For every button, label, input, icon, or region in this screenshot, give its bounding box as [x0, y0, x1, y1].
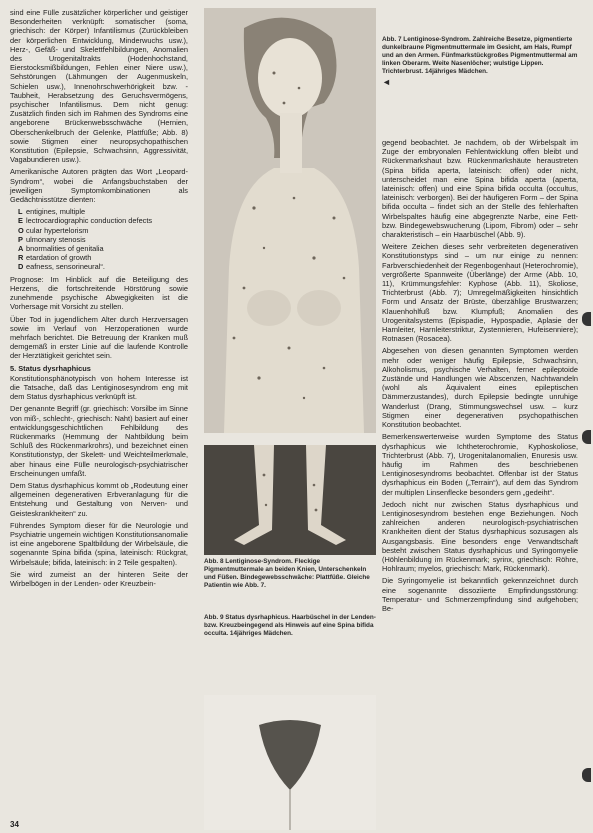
acronym-text: lectrocardiographic conduction defects	[26, 216, 153, 226]
acronym-item	[18, 226, 188, 235]
photo-lumbar-hair	[204, 695, 376, 830]
acronym-item	[18, 253, 188, 262]
page-edge-tab	[582, 768, 591, 782]
paragraph: Über Tod in jugendlichem Alter durch Herzversagen sowie im Verlauf von Herzoperationen wurde mehrfach berichtet. Die Betreuung der Kranken muß demgemäß in erster Linie auf die laufende Kontrolle der Herztätigkeit gerichtet sein.	[10, 314, 188, 361]
figure-caption-8: Abb. 8 Lentiginose-Syndrom. Fleckige Pigmentmuttermale an beiden Knien, Unterschenkeln und Füßen. Bindegewebsschwäche: Plattfüße. Gleiche Patientin wie Abb. 7.	[204, 558, 370, 589]
portrait-illustration	[204, 8, 376, 433]
figure-caption-9: Abb. 9 Status dysrhaphicus. Haarbüschel in der Lenden- bzw. Kreuzbeingegend als Hinweis auf eine Spina bifida occulta. 14jähriges Mädchen.	[204, 614, 376, 637]
acronym-letter: O	[18, 225, 24, 235]
text-column-left	[10, 8, 188, 591]
acronym-letter: A	[18, 244, 24, 254]
arrow-left-icon: ◄	[382, 77, 391, 87]
paragraph: Sie wird zumeist an der hinteren Seite der Wirbelbögen in der Lenden- oder Kreuzbein-	[10, 569, 188, 588]
acronym-item	[18, 235, 188, 244]
figure-caption-7	[382, 36, 578, 86]
acronym-text: cular hypertelorism	[26, 225, 89, 235]
acronym-letter: D	[18, 262, 24, 272]
acronym-letter: R	[18, 253, 24, 263]
acronym-text: bnormalities of genitalia	[26, 244, 104, 254]
acronym-text: ulmonary stenosis	[26, 234, 86, 244]
acronym-letter: P	[18, 234, 23, 244]
acronym-item	[18, 262, 188, 271]
acronym-text: eafness, sensorineural“.	[26, 262, 105, 272]
photo-girl-portrait	[204, 8, 376, 433]
paragraph: Prognose: Im Hinblick auf die Beteiligung des Herzens, die fortschreitende Hörstörung sowie zunehmende psychische Abwegigkeiten ist die Vorhersage mit Vorsicht zu stellen.	[10, 274, 188, 312]
lumbar-illustration	[204, 695, 376, 830]
page-edge-tab	[582, 312, 591, 326]
paragraph: Die Syringomyelie ist bekanntlich gekennzeichnet durch eine sogenannte dissoziierte Empfindungsstörung: Temperatur- und Schmerzempfindung sind aufgehoben; Be-	[382, 576, 578, 613]
acronym-item	[18, 207, 188, 216]
paragraph: Jedoch nicht nur zwischen Status dysrhaphicus und Lentiginosesyndrom bestehen enge Beziehungen. Noch zahlreichen anderen neurologisch-psychiatrischen Krankheiten dient der Status dysrhaphicus sozusagen als Ausgangsbasis. Eine besonders enge Verwandtschaft besteht zwischen Status dysrhaphicus und Syringomyelie (Höhlenbildung im Rückenmark; syrinx, griechisch: Röhre, Hohlraum; myelos, griechisch: Mark, Rückenmark).	[382, 499, 578, 574]
paragraph: Dem Status dysrhaphicus kommt ob „Rodeutung einer allgemeinen degenerativen Erbveranlagung für die Entstehung und Gestaltung von Nerven- und Geisteskrankheiten“ zu.	[10, 480, 188, 518]
caption-text: Abb. 7 Lentiginose-Syndrom. Zahlreiche Besetze, pigmentierte dunkelbraune Pigmentmuttermale im Gesicht, am Hals, Rumpf und an den Armen. Fünfmarkstückgroßes Pigmentmuttermal am linken Oberarm. Weite Nasenlöcher; wulstige Lippen. Trichterbrust. 14jähriges Mädchen.	[382, 36, 578, 75]
acronym-letter: L	[18, 207, 23, 217]
paragraph: sind eine Fülle zusätzlicher körperlicher und geistiger Besonderheiten verknüpft: somatischer (soma, griechisch: der Körper) Infantilismus (Zurückbleiben der körperlichen Entwicklung, Minderwuchs usw.), Herz-, Gefäß- und Skelettfehlbildungen, Anomalien des Urogenitaltrakts (Hodenhochstand, Eierstocksmißbildungen, Fehlen einer Niere usw.), Sehstörungen (Lähmungen der Augenmuskeln, Schielen usw.), Innenohrschwerhörigkeit bzw. -Taubheit, Herabsetzung des Geruchsvermögens, psychischer Infantilismus. Dem nicht genug: Zusätzlich finden sich im Rahmen des Syndroms eine angeborene Brückenwebsschwäche (Hernien, Oberschenkelbruch der Gelenke, Plattfüße; Abb. 8) sowie Stigmen einer neuropsychopathischen Konstitution (Epilepsie, Schwachsinn, Aggressivität, Vagabundieren usw.).	[10, 8, 188, 165]
page-number: 34	[10, 820, 19, 829]
paragraph: Konstitutionsphänotypisch von hohem Interesse ist die Tatsache, daß das Lentiginosesyndrom eng mit dem Status dysrhaphicus verknüpft ist.	[10, 373, 188, 402]
acronym-item	[18, 216, 188, 225]
paragraph: Abgesehen von diesen genannten Symptomen werden mehr oder weniger häufig Epilepsie, Schwachsinn, Alkoholismus, psychische Verhalten, ferner epileptoide Zustände und Handlungen wie Abscenzen, Nachtwandeln (wohl als Äquivalent eines epileptischen Dämmerzustandes), durch Epilepsie bedingte unruhige Wanderlust (Drang, Stimmungswechsel usw. – kurz Stigmen einer degenerativen psychopathischen Konstitution beobachtet.	[382, 346, 578, 430]
paragraph: Führendes Symptom dieser für die Neurologie und Psychiatrie ungemein wichtigen Konstitutionsanomalie ist eine angeborene Spaltbildung der Wirbelsäule, die sogenannte Spina bifida (spina, lateinisch: Rückgrat, Wirbelsäule; bifida, lateinisch: in 2 Teile gespalten).	[10, 520, 188, 567]
acronym-item	[18, 244, 188, 253]
acronym-letter: E	[18, 216, 23, 226]
page-edge-tab	[582, 430, 591, 444]
text-column-right	[382, 138, 578, 616]
paragraph: Weitere Zeichen dieses sehr verbreiteten degenerativen Konstitutionstyps sind – um nur einige zu nennen: Farbverschiedenheit der Regenbogenhaut (Heterochromie), vergrößerte Spannweite (Überlänge) der Arme (Abb. 10, 11), Krümmungsfehler: Kyphose (Abb. 11), Skoliose, Trichterbrust (Abb. 7); Umregelmäßigkeiten hinsichtlich Form und Ansatz der Brüste, überzählige Brustwarzen; Klauenhohlfuß bzw. Klumpfuß; Anomalien des Urogenitalsystems (Epispadie, Hypospadie, Aplasie der Harnleiter, Harnleiterstriktur, Zystennieren, Hufeisenniere); Rotnasen (Rosacea).	[382, 242, 578, 344]
paragraph: Bemerkenswerterweise wurden Symptome des Status dysrhaphicus wie Ichtheterochromie, Kyphoskoliose, Trichterbrust (Abb. 7), Urogenitalanomalien, Enuresis usw. häufig im Rahmen des beschriebenen Lentiginosesyndroms beobachtet. Offenbar ist der Status dysrhaphicus ein Boden („Terrain“), auf dem das Syndrom der multiplen Linsenflecke besonders gern „gedeiht“.	[382, 432, 578, 497]
photo-legs-feet	[204, 445, 376, 555]
section-heading: 5. Status dysrhaphicus	[10, 363, 91, 373]
acronym-text: etardation of growth	[26, 253, 92, 263]
legs-illustration	[204, 445, 376, 555]
paragraph: gegend beobachtet. Je nachdem, ob der Wirbelspalt im Zuge der embryonalen Fehlentwicklung offen bleibt und Rückenmarkshaut bzw. Rückenmarkshäute heraustreten (Spina bifida aperta, lateinisch: offen) oder nicht, unterscheidet man eine Spina bifida aperta (aperta, lateinisch: offen) und eine Spina bifida occulta (occultus, lateinisch: verborgen). Bei der häufigeren Form – der Spina bifida occulta – findet sich an der Stelle des fehlerhaften Wirbelspaltes häufig eine abgegrenzte Narbe, eine Fett- bzw. Bindegewebswucherung (Lipom, Fibrom) oder – sehr charakteristisch – ein Haarbüschel (Abb. 9).	[382, 138, 578, 240]
paragraph: Der genannte Begriff (gr. griechisch: Vorsilbe im Sinne von miß-, schlecht-, griechisch: Naht) basiert auf einer entwicklungsgeschichtlichen Fehlbildung des Rückenmarks (Hemmung der Nahtbildung beim Schluß des Rückenmarkrohrs), und bezeichnet einen Konstitutionstyp, der Skelett- und Weichteilmerkmale, aber hinaus eine Fülle neurologisch-psychiatrischer Erscheinungen umfaßt.	[10, 404, 188, 478]
acronym-text: entigines, multiple	[26, 207, 86, 217]
paragraph: Amerikanische Autoren prägten das Wort „Leopard-Syndrom“, wobei die Anfangsbuchstaben der jeweiligen Symptomkombinationen als Gedächtnisstütze dienten:	[10, 167, 188, 205]
acronym-list	[18, 207, 188, 271]
